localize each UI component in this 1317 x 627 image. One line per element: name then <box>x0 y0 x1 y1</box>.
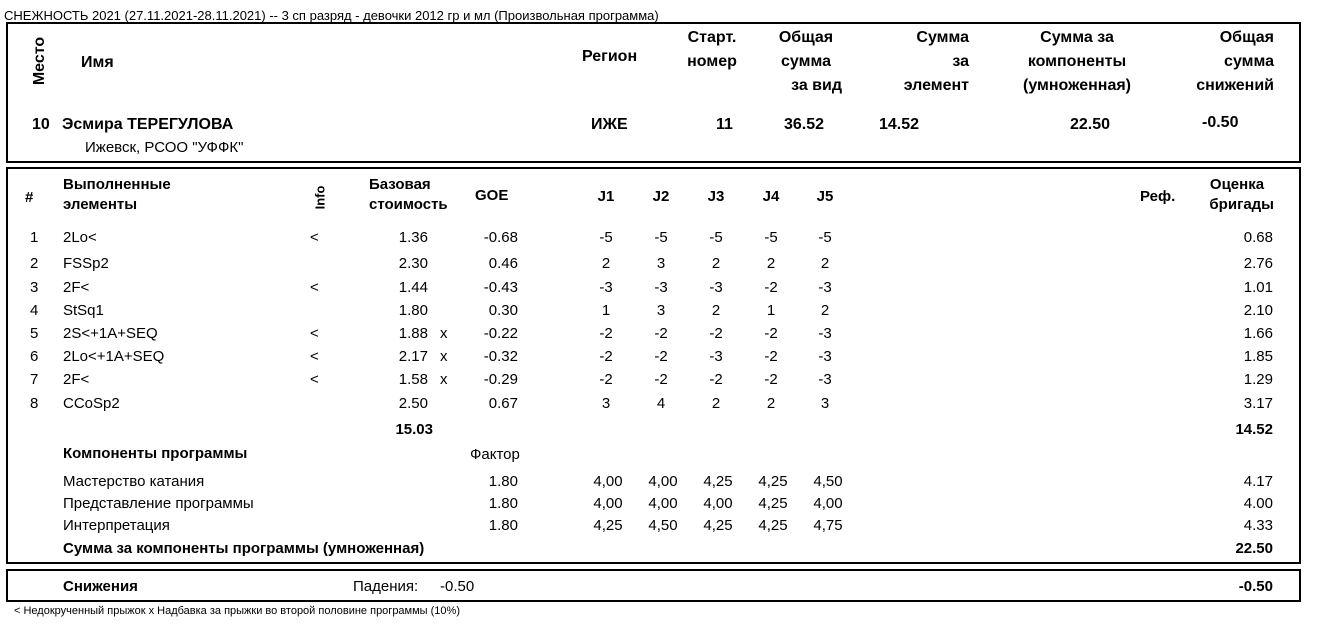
element-judge-score: -3 <box>818 348 832 365</box>
element-judge-score: -3 <box>654 279 668 296</box>
skater-name: Эсмира ТЕРЕГУЛОВА <box>62 116 234 133</box>
deductions-sum-header: Общая сумма снижений <box>1196 29 1274 94</box>
component-score: 4.00 <box>1243 495 1273 512</box>
element-panel-score: 2.76 <box>1243 255 1273 272</box>
element-row-number: 8 <box>30 395 39 412</box>
element-judge-score: -2 <box>764 279 778 296</box>
element-goe: -0.68 <box>483 229 518 246</box>
element-code: 2S<+1A+SEQ <box>63 325 158 342</box>
element-panel-score: 0.68 <box>1243 229 1273 246</box>
component-judge-score: 4,25 <box>758 517 788 534</box>
element-judge-score: -2 <box>654 371 668 388</box>
components-total: 22.50 <box>1235 540 1273 557</box>
elements-score-total: 14.52 <box>1235 421 1273 438</box>
component-factor: 1.80 <box>488 517 518 534</box>
element-judge-score: 2 <box>601 255 611 272</box>
element-judge-score: -2 <box>764 325 778 342</box>
total-header: Общая сумма за вид <box>778 29 842 94</box>
component-judge-score: 4,00 <box>648 473 678 490</box>
element-panel-score: 1.66 <box>1243 325 1273 342</box>
component-score: 4.17 <box>1243 473 1273 490</box>
element-judge-score: -2 <box>654 348 668 365</box>
element-judge-score: -3 <box>818 371 832 388</box>
component-judge-score: 4,25 <box>703 473 733 490</box>
element-code: StSq1 <box>63 302 104 319</box>
component-judge-score: 4,25 <box>758 473 788 490</box>
base-value-total: 15.03 <box>395 421 433 438</box>
name-header: Имя <box>81 54 114 71</box>
component-judge-score: 4,25 <box>758 495 788 512</box>
element-code: FSSp2 <box>63 255 109 272</box>
col-info-header: Info <box>312 185 328 210</box>
element-judge-score: 1 <box>601 302 611 319</box>
element-panel-score: 1.01 <box>1243 279 1273 296</box>
element-judge-score: 2 <box>711 255 721 272</box>
col-ref-header: Реф. <box>1140 188 1176 205</box>
element-judge-score: -2 <box>599 348 613 365</box>
element-base-value: 1.88 <box>398 325 428 342</box>
element-row-number: 7 <box>30 371 39 388</box>
element-judge-score: 2 <box>766 255 776 272</box>
footnote: < Недокрученный прыжок x Надбавка за прыжки во второй половине программы (10%) <box>14 605 460 617</box>
element-row-number: 5 <box>30 325 39 342</box>
element-code: 2Lo<+1A+SEQ <box>63 348 165 365</box>
element-judge-score: -2 <box>599 325 613 342</box>
col-goe-header: GOE <box>475 187 509 204</box>
component-judge-score: 4,00 <box>593 495 623 512</box>
element-code: 2Lo< <box>63 229 97 246</box>
component-judge-score: 4,50 <box>813 473 843 490</box>
component-judge-score: 4,50 <box>648 517 678 534</box>
skater-deductions-total: -0.50 <box>1202 114 1239 131</box>
component-judge-score: 4,00 <box>593 473 623 490</box>
element-judge-score: 3 <box>656 255 666 272</box>
col-j5-header: J5 <box>816 188 834 205</box>
element-row-number: 6 <box>30 348 39 365</box>
event-title: СНЕЖНОСТЬ 2021 (27.11.2021-28.11.2021) -- 3 сп разряд - девочки 2012 гр и мл (Произвольная программа) <box>4 8 659 23</box>
rank-header: Место <box>31 36 48 86</box>
col-score-header: Оценка бригады <box>1209 176 1274 213</box>
component-judge-score: 4,00 <box>813 495 843 512</box>
skater-region: ИЖЕ <box>591 116 628 133</box>
deductions-box <box>6 569 1301 602</box>
elements-sum-header: Сумма за элемент <box>903 29 969 94</box>
element-bonus-mark: x <box>440 348 448 365</box>
component-name: Мастерство катания <box>63 473 205 490</box>
element-judge-score: 2 <box>711 395 721 412</box>
col-j1-header: J1 <box>597 188 615 205</box>
element-goe: 0.30 <box>488 302 518 319</box>
element-judge-score: 2 <box>766 395 776 412</box>
component-factor: 1.80 <box>488 495 518 512</box>
element-bonus-mark: x <box>440 325 448 342</box>
element-judge-score: -3 <box>599 279 613 296</box>
element-goe: 0.46 <box>488 255 518 272</box>
element-panel-score: 1.85 <box>1243 348 1273 365</box>
element-judge-score: 4 <box>656 395 666 412</box>
element-code: 2F< <box>63 279 90 296</box>
element-judge-score: -3 <box>818 325 832 342</box>
element-row-number: 2 <box>30 255 39 272</box>
component-name: Интерпретация <box>63 517 170 534</box>
components-sum-header: Сумма за компоненты (умноженная) <box>1023 29 1131 94</box>
element-judge-score: -5 <box>709 229 723 246</box>
skater-rank: 10 <box>32 116 50 133</box>
component-judge-score: 4,00 <box>703 495 733 512</box>
region-header: Регион <box>582 48 638 65</box>
element-row-number: 1 <box>30 229 39 246</box>
col-elements-header: Выполненные элементы <box>63 176 171 213</box>
skater-total: 36.52 <box>784 116 825 133</box>
component-judge-score: 4,25 <box>593 517 623 534</box>
element-row-number: 4 <box>30 302 39 319</box>
element-judge-score: -2 <box>764 348 778 365</box>
element-judge-score: -5 <box>654 229 668 246</box>
element-judge-score: -5 <box>818 229 832 246</box>
element-judge-score: 1 <box>766 302 776 319</box>
element-judge-score: -3 <box>818 279 832 296</box>
col-j3-header: J3 <box>707 188 725 205</box>
skater-components-total: 22.50 <box>1070 116 1111 133</box>
component-score: 4.33 <box>1243 517 1273 534</box>
element-judge-score: 3 <box>820 395 830 412</box>
element-goe: -0.29 <box>483 371 518 388</box>
components-title: Компоненты программы <box>63 445 248 462</box>
element-judge-score: -2 <box>654 325 668 342</box>
skater-club: Ижевск, РСОО "УФФК" <box>85 139 244 156</box>
element-base-value: 1.44 <box>398 279 428 296</box>
skater-elements-total: 14.52 <box>879 116 920 133</box>
element-info: < <box>310 371 319 388</box>
col-base-header: Базовая стоимость <box>369 176 448 213</box>
col-j2-header: J2 <box>652 188 670 205</box>
factor-header: Фактор <box>470 446 520 463</box>
components-total-label: Сумма за компоненты программы (умноженная) <box>63 540 425 557</box>
element-base-value: 2.30 <box>398 255 428 272</box>
component-name: Представление программы <box>63 495 254 512</box>
element-info: < <box>310 348 319 365</box>
element-judge-score: 2 <box>820 255 830 272</box>
element-judge-score: 2 <box>820 302 830 319</box>
start-header: Старт. номер <box>687 29 737 70</box>
element-judge-score: 3 <box>601 395 611 412</box>
element-panel-score: 2.10 <box>1243 302 1273 319</box>
deductions-label: Снижения <box>63 578 138 595</box>
element-goe: -0.43 <box>483 279 518 296</box>
element-judge-score: -5 <box>599 229 613 246</box>
component-factor: 1.80 <box>488 473 518 490</box>
element-base-value: 2.50 <box>398 395 428 412</box>
element-base-value: 1.80 <box>398 302 428 319</box>
element-base-value: 2.17 <box>398 348 428 365</box>
deductions-total: -0.50 <box>1238 578 1273 595</box>
element-info: < <box>310 279 319 296</box>
element-info: < <box>310 325 319 342</box>
falls-value: -0.50 <box>440 578 475 595</box>
element-judge-score: -3 <box>709 279 723 296</box>
col-number-header: # <box>25 189 34 206</box>
skater-start-number: 11 <box>716 116 733 133</box>
element-judge-score: -5 <box>764 229 778 246</box>
element-base-value: 1.58 <box>398 371 428 388</box>
element-judge-score: -2 <box>709 371 723 388</box>
element-code: CCoSp2 <box>63 395 120 412</box>
element-code: 2F< <box>63 371 90 388</box>
element-judge-score: -3 <box>709 348 723 365</box>
element-judge-score: 2 <box>711 302 721 319</box>
component-judge-score: 4,00 <box>648 495 678 512</box>
element-base-value: 1.36 <box>398 229 428 246</box>
falls-label: Падения: <box>353 578 419 595</box>
element-row-number: 3 <box>30 279 39 296</box>
element-judge-score: -2 <box>599 371 613 388</box>
element-bonus-mark: x <box>440 371 448 388</box>
element-judge-score: 3 <box>656 302 666 319</box>
element-judge-score: -2 <box>709 325 723 342</box>
component-judge-score: 4,75 <box>813 517 843 534</box>
element-goe: -0.22 <box>483 325 518 342</box>
element-goe: 0.67 <box>488 395 518 412</box>
element-panel-score: 1.29 <box>1243 371 1273 388</box>
element-judge-score: -2 <box>764 371 778 388</box>
element-info: < <box>310 229 319 246</box>
component-judge-score: 4,25 <box>703 517 733 534</box>
element-panel-score: 3.17 <box>1243 395 1273 412</box>
col-j4-header: J4 <box>762 188 780 205</box>
element-goe: -0.32 <box>483 348 518 365</box>
